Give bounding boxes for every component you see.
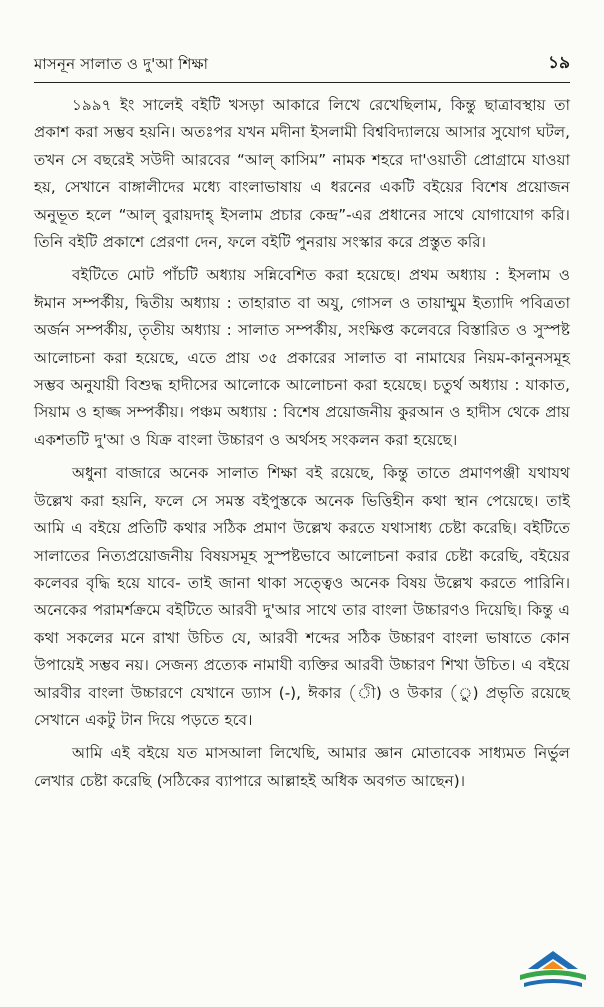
running-title: মাসনূন সালাত ও দু'আ শিক্ষা: [34, 55, 209, 73]
paragraph-3: অধুনা বাজারে অনেক সালাত শিক্ষা বই রয়েছে, কিন্তু তাতে প্রমাণপঞ্জী যথাযথ উল্লেখ করা হয়নি, ফলে সে সমস্ত বইপুস্তকে অনেক ভিত্তিহীন কথা স্থান পেয়েছে। তাই আমি এ বইয়ে প্রতিটি কথার সঠিক প্রমাণ উল্লেখ করতে যথাসাধ্য চেষ্টা করেছি। বইটিতে সালাতের নিত্যপ্রয়োজনীয় বিষয়সমূহ সুস্পষ্টভাবে আলোচনা করার চেষ্টা করেছি, বইয়ের কলেবর বৃদ্ধি হয়ে যাবে- তাই জানা থাকা সত্ত্বেও অনেক বিষয় উল্লেখ করতে পারিনি। অনেকের পরামর্শক্রমে বইটিতে আরবী দু'আর সাথে তার বাংলা উচ্চারণও দিয়েছি। কিন্তু এ কথা সকলের মনে রাখা উচিত যে, আরবী শব্দের সঠিক উচ্চারণ বাংলা ভাষাতে কোন উপায়েই সম্ভব নয়। সেজন্য প্রত্যেক নামাযী ব্যক্তির আরবী উচ্চারণ শিখা উচিত। এ বইয়ে আরবীর বাংলা উচ্চারণে যেখানে ড্যাস (-), ঈকার (ী) ও উকার (ু) প্রভৃতি রয়েছে সেখানে একটু টান দিয়ে পড়তে হবে।: [34, 464, 570, 729]
page-body: [34, 92, 570, 801]
paragraph-4: আমি এই বইয়ে যত মাসআলা লিখেছি, আমার জ্ঞান মোতাবেক সাধ্যমত নির্ভুল লেখার চেষ্টা করেছি (সঠিকের ব্যাপারে আল্লাহই অধিক অবগত আছেন)।: [34, 744, 570, 790]
page-header: [34, 44, 570, 83]
publisher-logo-icon: [514, 947, 592, 995]
paragraph-2: বইটিতে মোট পাঁচটি অধ্যায় সন্নিবেশিত করা হয়েছে। প্রথম অধ্যায় : ইসলাম ও ঈমান সম্পর্কীয়, দ্বিতীয় অধ্যায় : তাহারাত বা অযু, গোসল ও তায়াম্মুম ইত্যাদি পবিত্রতা অর্জন সম্পর্কীয়, তৃতীয় অধ্যায় : সালাত সম্পর্কীয়, সংক্ষিপ্ত কলেবরে বিস্তারিত ও সুস্পষ্ট আলোচনা করা হয়েছে, এতে প্রায় ৩৫ প্রকারের সালাত বা নামাযের নিয়ম-কানুনসমূহ সম্ভব অনুযায়ী বিশুদ্ধ হাদীসের আলোকে আলোচনা করা হয়েছে। চতুর্থ অধ্যায় : যাকাত, সিয়াম ও হাজ্জ সম্পর্কীয়। পঞ্চম অধ্যায় : বিশেষ প্রয়োজনীয় কুরআন ও হাদীস থেকে প্রায় একশতটি দু'আ ও যিক্র বাংলা উচ্চারণ ও অর্থসহ সংকলন করা হয়েছে।: [34, 266, 570, 449]
page-number: ১৯: [547, 53, 570, 73]
paragraph-1: ১৯৯৭ ইং সালেই বইটি খসড়া আকারে লিখে রেখেছিলাম, কিন্তু ছাত্রাবস্থায় তা প্রকাশ করা সম্ভব হয়নি। অতঃপর যখন মদীনা ইসলামী বিশ্ববিদ্যালয়ে আসার সুযোগ ঘটল, তখন সে বছরেই সউদী আরবের “আল্ কাসিম” নামক শহরে দা'ওয়াতী প্রোগ্রামে যাওয়া হয়, সেখানে বাঙ্গালীদের মধ্যে বাংলাভাষায় এ ধরনের একটি বইয়ের বিশেষ প্রয়োজন অনুভূত হলে “আল্ বুরায়দাহ্ ইসলাম প্রচার কেন্দ্র”-এর প্রধানের সাথে যোগাযোগ করি। তিনি বইটি প্রকাশে প্রেরণা দেন, ফলে বইটি পুনরায় সংস্কার করে প্রস্তুত করি।: [34, 96, 570, 252]
